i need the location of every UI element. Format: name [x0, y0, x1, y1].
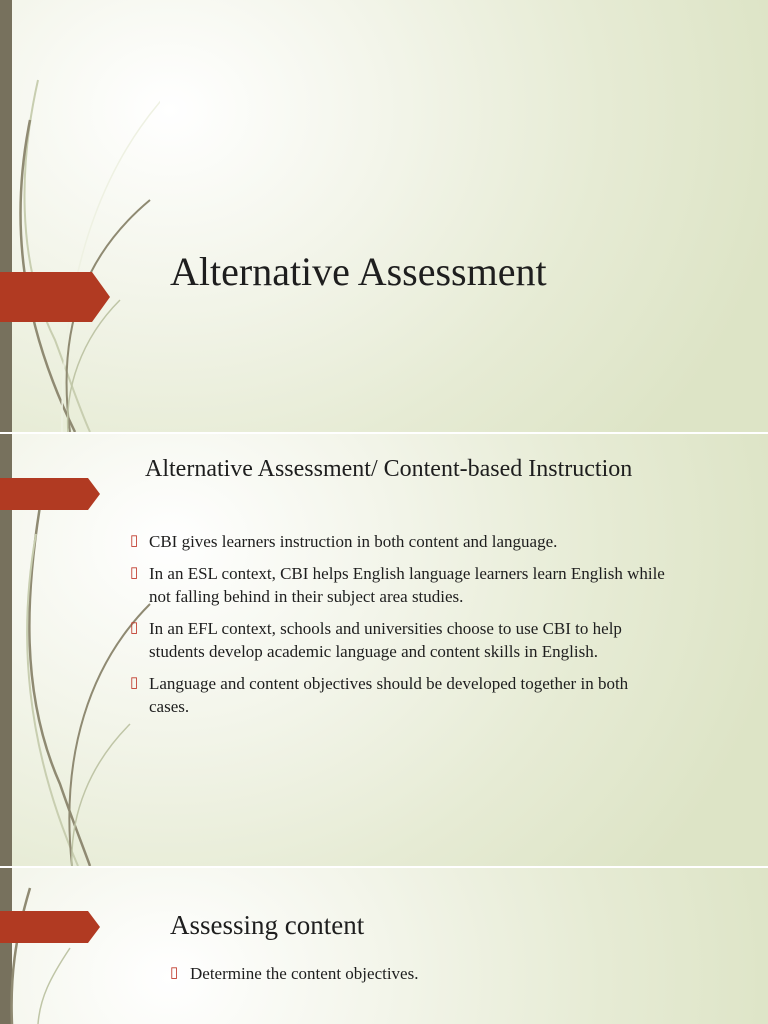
red-arrow-marker: [0, 478, 100, 510]
arrow-bullet-icon: ▯: [170, 965, 179, 981]
arrow-bullet-icon: ▯: [130, 533, 139, 549]
slide-title: Alternative Assessment: [170, 249, 547, 294]
red-arrow-marker: [0, 911, 100, 943]
decorative-vine-lines: [0, 0, 160, 432]
bullet-item: ▯ Determine the content objectives.: [170, 964, 419, 983]
arrow-bullet-icon: ▯: [130, 564, 139, 581]
slide-title: Alternative Assessment/ Content-based Instruction: [145, 456, 633, 482]
arrow-bullet-icon: ▯: [130, 619, 139, 636]
slide-1: [0, 0, 768, 432]
bullet-item: ▯ Language and content objectives should be developed together in both cases.: [130, 673, 629, 716]
bullet-list: [130, 530, 670, 727]
decorative-vine-lines: [0, 868, 80, 1024]
slide-3: [0, 868, 768, 1024]
bullet-list: [170, 962, 730, 985]
slide-2: [0, 434, 768, 866]
arrow-bullet-icon: ▯: [130, 674, 139, 691]
bullet-item: ▯ CBI gives learners instruction in both content and language.: [130, 530, 670, 554]
bullet-item: ▯ In an EFL context, schools and universities choose to use CBI to help students develop academic language and content skills in English.: [130, 618, 622, 661]
bullet-item: ▯ In an ESL context, CBI helps English language learners learn English while not falling behind in their subject area studies.: [130, 563, 665, 606]
slide-title: Assessing content: [170, 910, 365, 940]
red-arrow-marker: [0, 272, 110, 322]
